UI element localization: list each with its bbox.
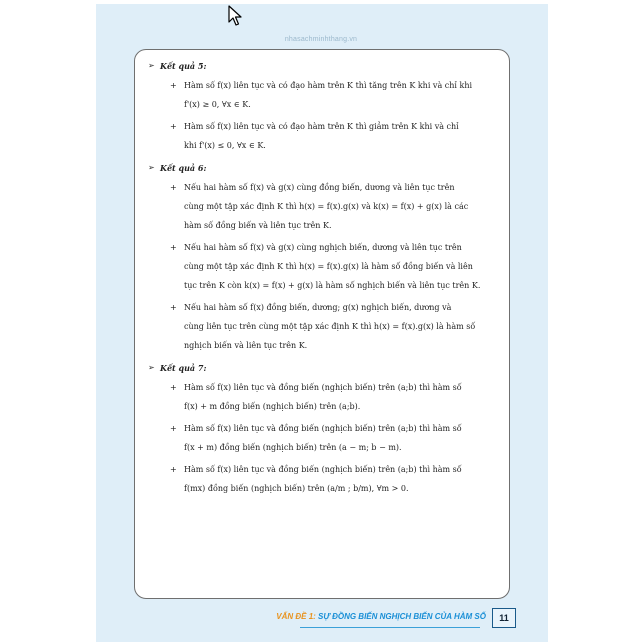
page-number: 11 bbox=[492, 608, 516, 628]
plus-bullet-icon: + bbox=[170, 465, 177, 474]
item-text-line: hàm số đồng biến và liên tục trên K. bbox=[184, 221, 332, 230]
arrowhead-bullet-icon: ➢ bbox=[148, 61, 155, 70]
section-title: Kết quả 5: bbox=[160, 61, 207, 71]
item-text-line: khi f'(x) ≤ 0, ∀x ∈ K. bbox=[184, 141, 266, 150]
result-item bbox=[148, 464, 498, 495]
section-heading bbox=[148, 162, 498, 174]
document-body bbox=[148, 60, 498, 505]
item-text-line: f(x) + m đồng biến (nghịch biến) trên (a;b). bbox=[184, 402, 361, 411]
section-heading bbox=[148, 362, 498, 374]
section-title: Kết quả 6: bbox=[160, 163, 207, 173]
item-text-line: f(mx) đồng biến (nghịch biến) trên (a/m ; b/m), ∀m > 0. bbox=[184, 484, 409, 493]
plus-bullet-icon: + bbox=[170, 183, 177, 192]
item-text-line: Hàm số f(x) liên tục và đồng biến (nghịch biến) trên (a;b) thì hàm số bbox=[184, 424, 462, 433]
item-text-line: f(x + m) đồng biến (nghịch biến) trên (a − m; b − m). bbox=[184, 443, 402, 452]
result-item bbox=[148, 80, 498, 111]
result-item bbox=[148, 182, 498, 232]
item-text-line: tục trên K còn k(x) = f(x) + g(x) là hàm số nghịch biến và liên tục trên K. bbox=[184, 281, 481, 290]
section-title: Kết quả 7: bbox=[160, 363, 207, 373]
plus-bullet-icon: + bbox=[170, 303, 177, 312]
plus-bullet-icon: + bbox=[170, 383, 177, 392]
chapter-prefix: VẤN ĐỀ 1: bbox=[276, 612, 316, 621]
result-item bbox=[148, 242, 498, 292]
item-text-line: Hàm số f(x) liên tục và đồng biến (nghịch biến) trên (a;b) thì hàm số bbox=[184, 465, 462, 474]
result-item bbox=[148, 382, 498, 413]
item-text-line: Hàm số f(x) liên tục và có đạo hàm trên K thì giảm trên K khi và chỉ bbox=[184, 122, 459, 131]
page-footer bbox=[276, 608, 516, 628]
plus-bullet-icon: + bbox=[170, 243, 177, 252]
mouse-pointer-icon bbox=[227, 5, 243, 27]
chapter-name: SỰ ĐỒNG BIẾN NGHỊCH BIẾN CỦA HÀM SỐ bbox=[315, 612, 486, 621]
arrowhead-bullet-icon: ➢ bbox=[148, 163, 155, 172]
item-text-line: cùng một tập xác định K thì h(x) = f(x).g(x) và k(x) = f(x) + g(x) là các bbox=[184, 202, 469, 211]
section-heading bbox=[148, 60, 498, 72]
plus-bullet-icon: + bbox=[170, 122, 177, 131]
item-text-line: cùng một tập xác định K thì h(x) = f(x).g(x) là hàm số đồng biến và liên bbox=[184, 262, 473, 271]
item-text-line: Hàm số f(x) liên tục và đồng biến (nghịch biến) trên (a;b) thì hàm số bbox=[184, 383, 462, 392]
item-text-line: Nếu hai hàm số f(x) và g(x) cùng nghịch biến, dương và liên tục trên bbox=[184, 243, 462, 252]
result-item bbox=[148, 121, 498, 152]
chapter-title bbox=[276, 612, 486, 621]
plus-bullet-icon: + bbox=[170, 81, 177, 90]
item-text-line: f'(x) ≥ 0, ∀x ∈ K. bbox=[184, 100, 251, 109]
arrowhead-bullet-icon: ➢ bbox=[148, 363, 155, 372]
watermark: nhasachminhthang.vn bbox=[284, 36, 358, 43]
plus-bullet-icon: + bbox=[170, 424, 177, 433]
item-text-line: cùng liên tục trên cùng một tập xác định K thì h(x) = f(x).g(x) là hàm số bbox=[184, 322, 476, 331]
result-item bbox=[148, 302, 498, 352]
footer-rule bbox=[300, 627, 480, 628]
item-text-line: Hàm số f(x) liên tục và có đạo hàm trên K thì tăng trên K khi và chỉ khi bbox=[184, 81, 473, 90]
result-item bbox=[148, 423, 498, 454]
item-text-line: nghịch biến và liên tục trên K. bbox=[184, 341, 308, 350]
item-text-line: Nếu hai hàm số f(x) đồng biến, dương; g(x) nghịch biến, dương và bbox=[184, 303, 452, 312]
item-text-line: Nếu hai hàm số f(x) và g(x) cùng đồng biến, dương và liên tục trên bbox=[184, 183, 455, 192]
